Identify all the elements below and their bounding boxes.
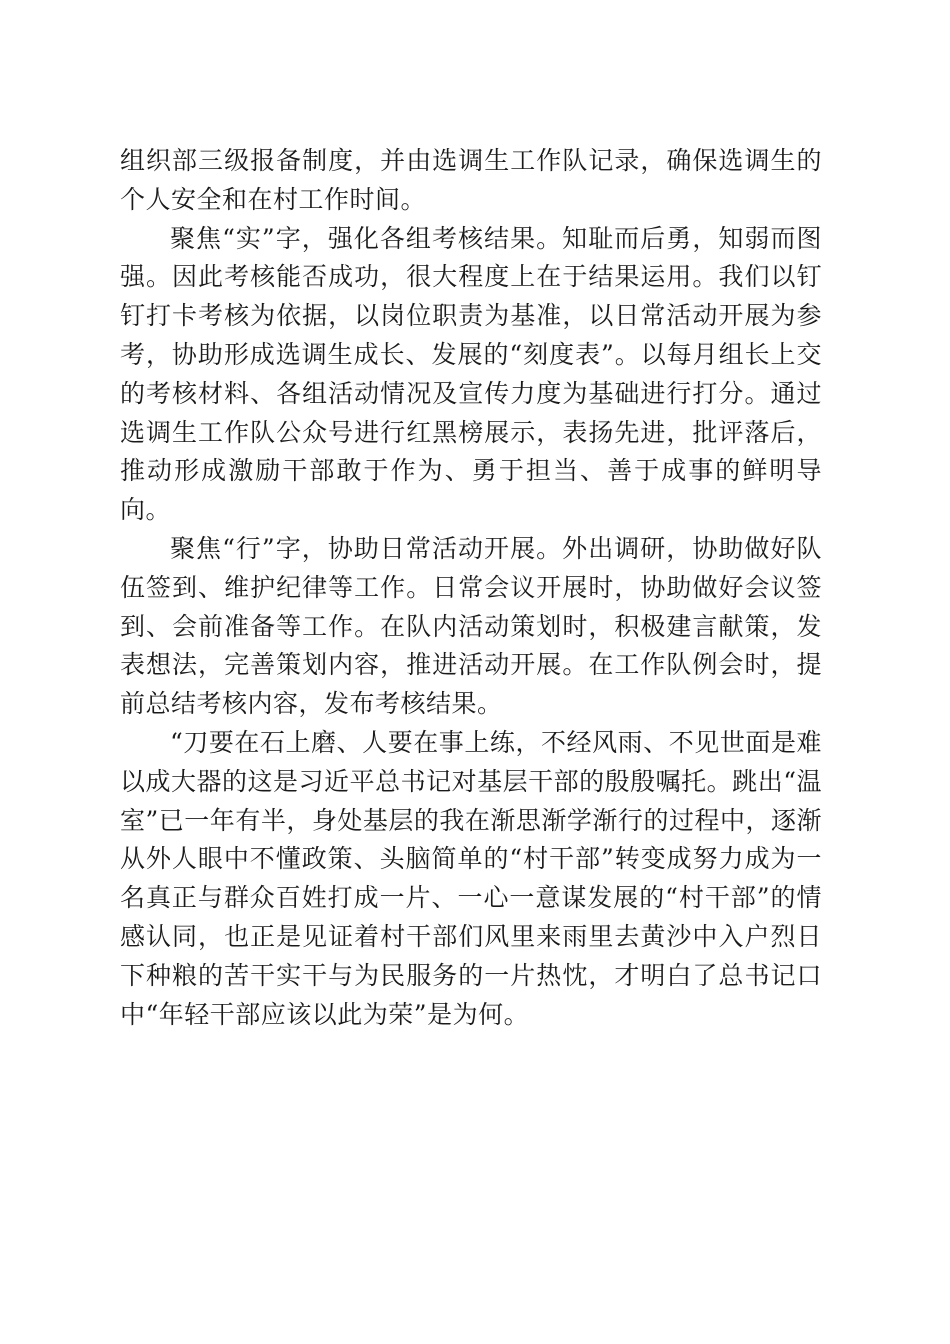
- document-body: [120, 142, 822, 1034]
- paragraph-daily-activities: 聚焦“行”字，协助日常活动开展。外出调研，协助做好队伍签到、维护纪律等工作。日常会议开展时，协助做好会议签到、会前准备等工作。在队内活动策划时，积极建言献策，发表想法，完善策划内容，推进活动开展。在工作队例会时，提前总结考核内容，发布考核结果。: [120, 533, 822, 719]
- paragraph-reflection: “刀要在石上磨、人要在事上练，不经风雨、不见世面是难以成大器的这是习近平总书记对基层干部的殷殷嘱托。跳出“温室”已一年有半，身处基层的我在渐思渐学渐行的过程中，逐渐从外人眼中不懂政策、头脑简单的“村干部”转变成努力成为一名真正与群众百姓打成一片、一心一意谋发展的“村干部”的情感认同，也正是见证着村干部们风里来雨里去黄沙中入户烈日下种粮的苦干实干与为民服务的一片热忱，才明白了总书记口中“年轻干部应该以此为荣”是为何。: [120, 727, 822, 1029]
- paragraph-continuation: 组织部三级报备制度，并由选调生工作队记录，确保选调生的个人安全和在村工作时间。: [120, 146, 822, 214]
- paragraph-assessment-results: 聚焦“实”字，强化各组考核结果。知耻而后勇，知弱而图强。因此考核能否成功，很大程度上在于结果运用。我们以钉钉打卡考核为依据，以岗位职责为基准，以日常活动开展为参考，协助形成选调生成长、发展的“刻度表”。以每月组长上交的考核材料、各组活动情况及宣传力度为基础进行打分。通过选调生工作队公众号进行红黑榜展示，表扬先进，批评落后，推动形成激励干部敢于作为、勇于担当、善于成事的鲜明导向。: [120, 223, 822, 525]
